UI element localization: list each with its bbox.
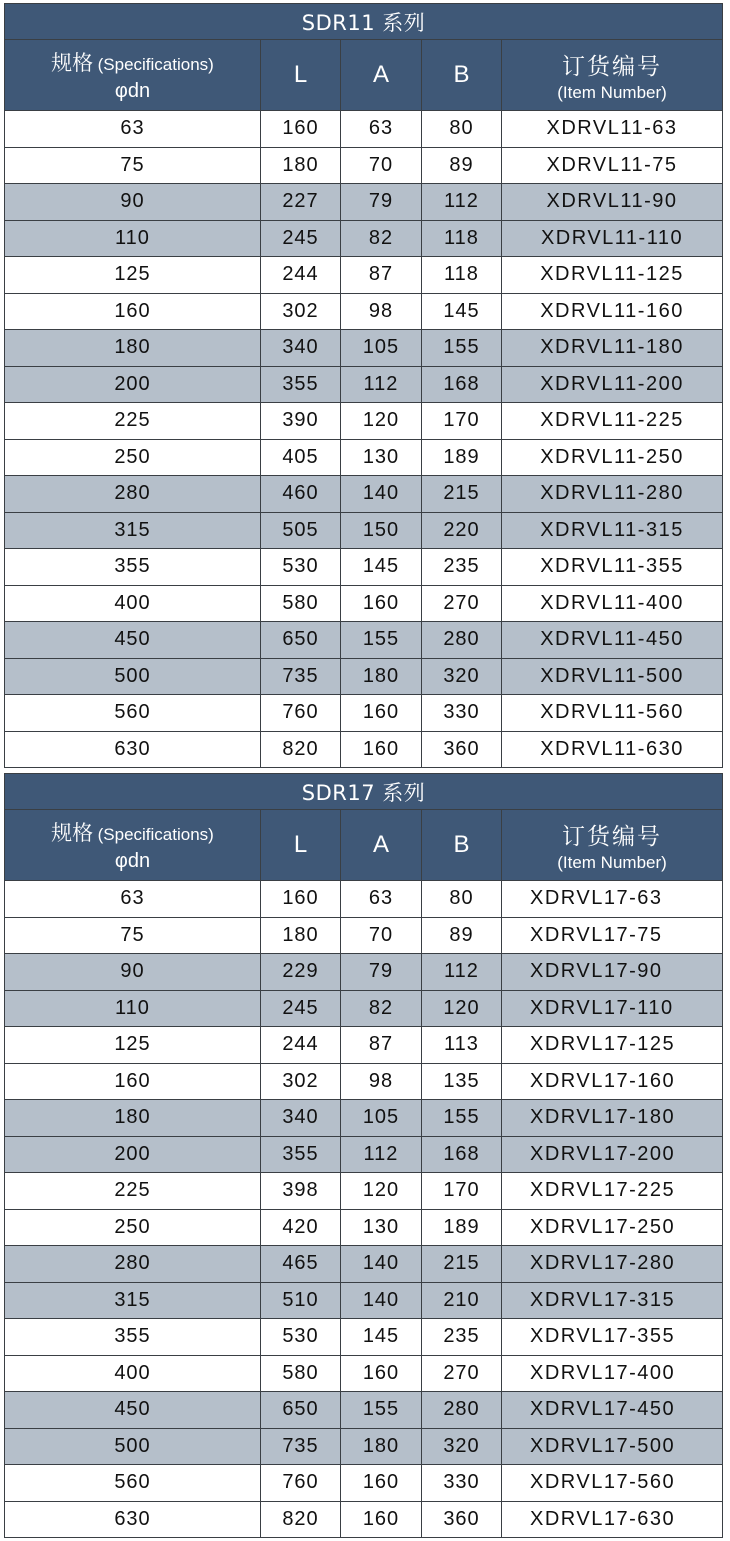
item-number-cell: XDRVL17-125	[502, 1027, 723, 1064]
table-row	[5, 257, 723, 294]
b-cell: 320	[422, 658, 502, 695]
a-cell: 105	[341, 330, 422, 367]
l-cell: 580	[261, 1355, 341, 1392]
a-cell: 145	[341, 1319, 422, 1356]
l-cell: 420	[261, 1209, 341, 1246]
item-number-cell: XDRVL11-200	[502, 366, 723, 403]
b-cell: 189	[422, 1209, 502, 1246]
dn-cell: 75	[5, 917, 261, 954]
item-number-cell: XDRVL11-125	[502, 257, 723, 294]
table-row	[5, 1063, 723, 1100]
b-cell: 135	[422, 1063, 502, 1100]
table-row	[5, 1136, 723, 1173]
l-cell: 398	[261, 1173, 341, 1210]
item-number-cell: XDRVL17-90	[502, 954, 723, 991]
spec-header	[5, 40, 261, 111]
table-row	[5, 1173, 723, 1210]
table-title-row	[5, 774, 723, 810]
a-cell: 87	[341, 257, 422, 294]
table-row	[5, 1428, 723, 1465]
item-number-cell: XDRVL11-90	[502, 184, 723, 221]
dn-cell: 200	[5, 366, 261, 403]
a-cell: 150	[341, 512, 422, 549]
b-cell: 80	[422, 881, 502, 918]
sdr11-table	[4, 3, 723, 768]
l-cell: 760	[261, 695, 341, 732]
b-cell: 215	[422, 476, 502, 513]
table-title: SDR17 系列	[5, 774, 723, 810]
a-cell: 140	[341, 1246, 422, 1283]
table-row	[5, 1209, 723, 1246]
a-cell: 63	[341, 881, 422, 918]
b-cell: 145	[422, 293, 502, 330]
table-row	[5, 111, 723, 148]
item-number-cell: XDRVL17-315	[502, 1282, 723, 1319]
a-cell: 79	[341, 954, 422, 991]
l-cell: 245	[261, 220, 341, 257]
b-cell: 280	[422, 1392, 502, 1429]
item-number-cell: XDRVL17-450	[502, 1392, 723, 1429]
dn-cell: 125	[5, 1027, 261, 1064]
dn-cell: 400	[5, 1355, 261, 1392]
l-cell: 460	[261, 476, 341, 513]
l-cell: 650	[261, 1392, 341, 1429]
table-row	[5, 1501, 723, 1538]
l-cell: 735	[261, 1428, 341, 1465]
item-number-cell: XDRVL11-560	[502, 695, 723, 732]
b-cell: 330	[422, 695, 502, 732]
table-row	[5, 1319, 723, 1356]
l-header: L	[261, 40, 341, 111]
dn-cell: 75	[5, 147, 261, 184]
item-number-cell: XDRVL11-400	[502, 585, 723, 622]
a-cell: 63	[341, 111, 422, 148]
table-row	[5, 954, 723, 991]
l-cell: 302	[261, 1063, 341, 1100]
item-header-cn: 订货编号	[562, 53, 663, 80]
item-number-header	[502, 810, 723, 881]
l-cell: 229	[261, 954, 341, 991]
dn-cell: 560	[5, 1465, 261, 1502]
b-cell: 118	[422, 220, 502, 257]
b-cell: 113	[422, 1027, 502, 1064]
a-cell: 79	[341, 184, 422, 221]
table-row	[5, 366, 723, 403]
dn-cell: 315	[5, 512, 261, 549]
l-cell: 160	[261, 881, 341, 918]
a-cell: 140	[341, 476, 422, 513]
b-cell: 168	[422, 366, 502, 403]
l-header: L	[261, 810, 341, 881]
item-number-cell: XDRVL17-75	[502, 917, 723, 954]
dn-cell: 125	[5, 257, 261, 294]
table-title-row	[5, 4, 723, 40]
b-cell: 320	[422, 1428, 502, 1465]
b-cell: 360	[422, 731, 502, 768]
item-number-cell: XDRVL11-250	[502, 439, 723, 476]
item-number-cell: XDRVL17-225	[502, 1173, 723, 1210]
a-cell: 160	[341, 585, 422, 622]
table-row	[5, 476, 723, 513]
table-row	[5, 184, 723, 221]
b-cell: 112	[422, 184, 502, 221]
a-cell: 120	[341, 403, 422, 440]
table-row	[5, 293, 723, 330]
dn-cell: 355	[5, 549, 261, 586]
a-cell: 155	[341, 622, 422, 659]
a-cell: 180	[341, 1428, 422, 1465]
a-cell: 160	[341, 1501, 422, 1538]
table-row	[5, 512, 723, 549]
l-cell: 760	[261, 1465, 341, 1502]
item-number-header	[502, 40, 723, 111]
dn-cell: 500	[5, 658, 261, 695]
table-row	[5, 147, 723, 184]
b-cell: 118	[422, 257, 502, 294]
item-number-cell: XDRVL11-75	[502, 147, 723, 184]
table-row	[5, 1027, 723, 1064]
l-cell: 244	[261, 257, 341, 294]
a-cell: 145	[341, 549, 422, 586]
dn-cell: 110	[5, 990, 261, 1027]
item-number-cell: XDRVL17-160	[502, 1063, 723, 1100]
l-cell: 510	[261, 1282, 341, 1319]
table-row	[5, 695, 723, 732]
b-cell: 280	[422, 622, 502, 659]
spec-header-cn: 规格	[51, 51, 94, 75]
l-cell: 245	[261, 990, 341, 1027]
dn-cell: 630	[5, 1501, 261, 1538]
a-header: A	[341, 40, 422, 111]
dn-cell: 225	[5, 403, 261, 440]
l-cell: 227	[261, 184, 341, 221]
dn-cell: 400	[5, 585, 261, 622]
item-number-cell: XDRVL17-200	[502, 1136, 723, 1173]
dn-cell: 630	[5, 731, 261, 768]
l-cell: 355	[261, 1136, 341, 1173]
table-row	[5, 990, 723, 1027]
table-row	[5, 1100, 723, 1137]
a-cell: 87	[341, 1027, 422, 1064]
l-cell: 390	[261, 403, 341, 440]
a-cell: 180	[341, 658, 422, 695]
b-cell: 220	[422, 512, 502, 549]
b-cell: 189	[422, 439, 502, 476]
item-number-cell: XDRVL17-63	[502, 881, 723, 918]
b-header: B	[422, 810, 502, 881]
a-cell: 70	[341, 147, 422, 184]
b-cell: 235	[422, 549, 502, 586]
spec-header-cn: 规格	[51, 821, 94, 845]
item-number-cell: XDRVL11-630	[502, 731, 723, 768]
dn-cell: 280	[5, 1246, 261, 1283]
a-cell: 105	[341, 1100, 422, 1137]
table-row	[5, 658, 723, 695]
dn-cell: 250	[5, 1209, 261, 1246]
l-cell: 340	[261, 330, 341, 367]
a-cell: 160	[341, 1465, 422, 1502]
table-row	[5, 403, 723, 440]
dn-cell: 90	[5, 954, 261, 991]
item-header-en: (Item Number)	[557, 82, 667, 102]
item-header-en: (Item Number)	[557, 852, 667, 872]
item-number-cell: XDRVL17-500	[502, 1428, 723, 1465]
a-cell: 140	[341, 1282, 422, 1319]
table-header-row	[5, 810, 723, 881]
b-cell: 170	[422, 1173, 502, 1210]
sdr17-table	[4, 773, 723, 1538]
b-cell: 80	[422, 111, 502, 148]
dn-cell: 500	[5, 1428, 261, 1465]
table-row	[5, 439, 723, 476]
a-cell: 98	[341, 1063, 422, 1100]
dn-cell: 200	[5, 1136, 261, 1173]
l-cell: 405	[261, 439, 341, 476]
a-cell: 82	[341, 220, 422, 257]
item-number-cell: XDRVL17-280	[502, 1246, 723, 1283]
l-cell: 530	[261, 549, 341, 586]
a-cell: 160	[341, 695, 422, 732]
l-cell: 530	[261, 1319, 341, 1356]
b-cell: 270	[422, 585, 502, 622]
a-cell: 112	[341, 1136, 422, 1173]
item-number-cell: XDRVL11-160	[502, 293, 723, 330]
dn-cell: 355	[5, 1319, 261, 1356]
item-number-cell: XDRVL11-63	[502, 111, 723, 148]
dn-cell: 560	[5, 695, 261, 732]
item-number-cell: XDRVL17-400	[502, 1355, 723, 1392]
spec-header-en: (Specifications)	[97, 825, 214, 844]
b-cell: 168	[422, 1136, 502, 1173]
table-row	[5, 622, 723, 659]
table-row	[5, 549, 723, 586]
dn-cell: 180	[5, 330, 261, 367]
a-cell: 120	[341, 1173, 422, 1210]
b-cell: 112	[422, 954, 502, 991]
item-number-cell: XDRVL17-180	[502, 1100, 723, 1137]
a-cell: 82	[341, 990, 422, 1027]
l-cell: 180	[261, 917, 341, 954]
item-number-cell: XDRVL17-110	[502, 990, 723, 1027]
b-cell: 89	[422, 917, 502, 954]
a-cell: 130	[341, 1209, 422, 1246]
l-cell: 735	[261, 658, 341, 695]
dn-cell: 110	[5, 220, 261, 257]
dn-cell: 315	[5, 1282, 261, 1319]
table-row	[5, 1355, 723, 1392]
item-number-cell: XDRVL17-355	[502, 1319, 723, 1356]
l-cell: 820	[261, 1501, 341, 1538]
table-row	[5, 1282, 723, 1319]
l-cell: 820	[261, 731, 341, 768]
item-number-cell: XDRVL11-355	[502, 549, 723, 586]
dn-cell: 160	[5, 293, 261, 330]
table-row	[5, 1392, 723, 1429]
table-row	[5, 585, 723, 622]
b-cell: 89	[422, 147, 502, 184]
table-row	[5, 1465, 723, 1502]
spec-header	[5, 810, 261, 881]
a-header: A	[341, 810, 422, 881]
b-cell: 235	[422, 1319, 502, 1356]
table-row	[5, 731, 723, 768]
dn-cell: 450	[5, 1392, 261, 1429]
spec-header-dn: φdn	[114, 850, 151, 872]
l-cell: 580	[261, 585, 341, 622]
l-cell: 244	[261, 1027, 341, 1064]
item-number-cell: XDRVL17-560	[502, 1465, 723, 1502]
table-header-row	[5, 40, 723, 111]
b-cell: 120	[422, 990, 502, 1027]
item-number-cell: XDRVL11-180	[502, 330, 723, 367]
b-cell: 360	[422, 1501, 502, 1538]
l-cell: 465	[261, 1246, 341, 1283]
dn-cell: 63	[5, 881, 261, 918]
dn-cell: 280	[5, 476, 261, 513]
b-cell: 215	[422, 1246, 502, 1283]
table-row	[5, 881, 723, 918]
a-cell: 160	[341, 731, 422, 768]
item-number-cell: XDRVL11-450	[502, 622, 723, 659]
b-cell: 155	[422, 1100, 502, 1137]
a-cell: 98	[341, 293, 422, 330]
dn-cell: 90	[5, 184, 261, 221]
item-number-cell: XDRVL11-315	[502, 512, 723, 549]
item-number-cell: XDRVL17-250	[502, 1209, 723, 1246]
table-title: SDR11 系列	[5, 4, 723, 40]
a-cell: 160	[341, 1355, 422, 1392]
a-cell: 155	[341, 1392, 422, 1429]
l-cell: 355	[261, 366, 341, 403]
dn-cell: 250	[5, 439, 261, 476]
table-row	[5, 330, 723, 367]
dn-cell: 450	[5, 622, 261, 659]
table-row	[5, 917, 723, 954]
table-row	[5, 220, 723, 257]
l-cell: 180	[261, 147, 341, 184]
l-cell: 302	[261, 293, 341, 330]
item-header-cn: 订货编号	[562, 823, 663, 850]
item-number-cell: XDRVL11-280	[502, 476, 723, 513]
a-cell: 70	[341, 917, 422, 954]
b-cell: 270	[422, 1355, 502, 1392]
b-cell: 330	[422, 1465, 502, 1502]
table-row	[5, 1246, 723, 1283]
dn-cell: 63	[5, 111, 261, 148]
spec-header-en: (Specifications)	[97, 55, 214, 74]
b-cell: 210	[422, 1282, 502, 1319]
l-cell: 505	[261, 512, 341, 549]
item-number-cell: XDRVL11-110	[502, 220, 723, 257]
dn-cell: 160	[5, 1063, 261, 1100]
l-cell: 340	[261, 1100, 341, 1137]
b-cell: 170	[422, 403, 502, 440]
l-cell: 650	[261, 622, 341, 659]
spec-header-dn: φdn	[114, 80, 151, 102]
item-number-cell: XDRVL17-630	[502, 1501, 723, 1538]
a-cell: 130	[341, 439, 422, 476]
b-cell: 155	[422, 330, 502, 367]
item-number-cell: XDRVL11-500	[502, 658, 723, 695]
dn-cell: 180	[5, 1100, 261, 1137]
dn-cell: 225	[5, 1173, 261, 1210]
a-cell: 112	[341, 366, 422, 403]
l-cell: 160	[261, 111, 341, 148]
b-header: B	[422, 40, 502, 111]
item-number-cell: XDRVL11-225	[502, 403, 723, 440]
